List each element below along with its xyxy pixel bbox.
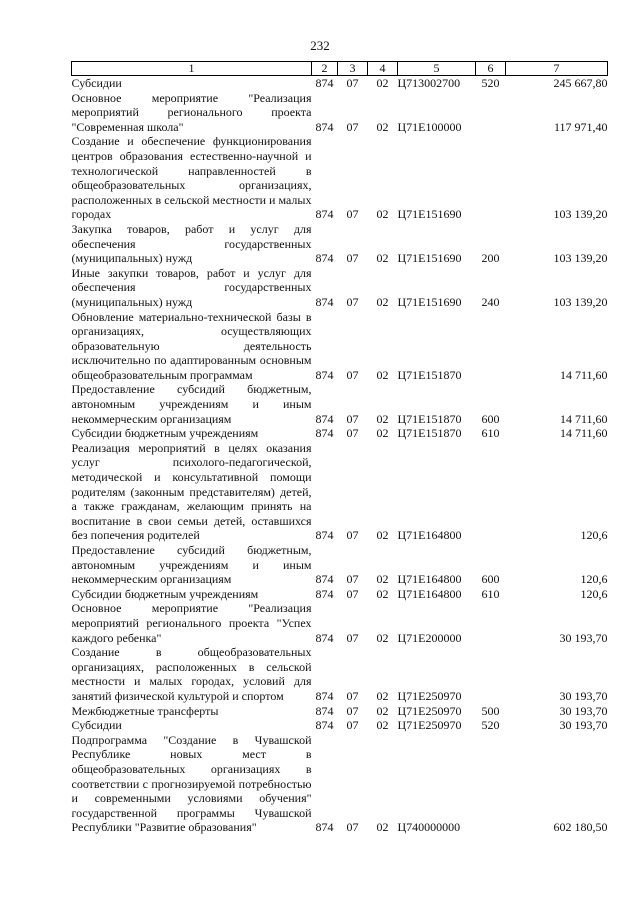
column-header-7: 7 [506, 62, 608, 76]
table-row [72, 733, 608, 835]
cell-col2: 874 [315, 367, 334, 382]
row-name: Субсидии [71, 76, 122, 90]
cell-col7: 602 180,50 [553, 820, 608, 835]
cell-col7: 103 139,20 [553, 207, 608, 222]
column-header-5: 5 [398, 62, 476, 76]
cell-col6: 240 [481, 294, 500, 309]
cell-col5: Ц71Е151690 [397, 207, 462, 222]
column-header-6: 6 [476, 62, 506, 76]
cell-col4: 02 [376, 76, 389, 90]
table-row [72, 704, 608, 719]
table-header-row [72, 62, 608, 76]
cell-col2: 874 [315, 251, 334, 266]
cell-col2: 874 [315, 426, 334, 441]
cell-col3: 07 [346, 718, 359, 733]
cell-col3: 07 [346, 251, 359, 266]
table-row [72, 76, 608, 91]
row-name: Обновление материально-технической базы в организациях, осуществляющих образовательную деятельность исключительно по адаптированным основным общеобразовательным программам [71, 309, 312, 382]
cell-col4: 02 [376, 411, 389, 426]
cell-col2: 874 [315, 528, 334, 543]
cell-col5: Ц71Е250970 [397, 688, 462, 703]
cell-col6: 200 [481, 251, 500, 266]
row-name: Межбюджетные трансферты [71, 703, 219, 718]
cell-col7: 30 193,70 [559, 688, 608, 703]
cell-col4: 02 [376, 207, 389, 222]
table-row [72, 266, 608, 310]
cell-col2: 874 [315, 820, 334, 835]
cell-col4: 02 [376, 251, 389, 266]
table-row [72, 222, 608, 266]
row-name: Закупка товаров, работ и услуг для обеспечения государственных (муниципальных) нужд [71, 221, 312, 266]
row-name: Подпрограмма "Создание в Чувашской Республике новых мест в общеобразовательных организациях в соответствии с прогнозируемой потребностью и современными условиями обучения" государственной программы Чувашской Республики "Развитие образования" [71, 732, 312, 835]
cell-col6 [476, 733, 506, 835]
row-name: Предоставление субсидий бюджетным, автономным учреждениям и иным некоммерческим организациям [71, 543, 312, 587]
cell-col3: 07 [346, 630, 359, 645]
cell-col5: Ц71Е151870 [397, 426, 462, 441]
cell-col4: 02 [376, 572, 389, 587]
cell-col6: 500 [481, 703, 500, 718]
cell-col6: 600 [481, 572, 500, 587]
cell-col6 [476, 601, 506, 645]
cell-col5: Ц740000000 [397, 820, 461, 835]
cell-col3: 07 [346, 426, 359, 441]
cell-col7: 120,6 [580, 572, 608, 587]
cell-col5: Ц71Е151690 [397, 294, 462, 309]
cell-col7: 103 139,20 [553, 251, 608, 266]
column-header-4: 4 [368, 62, 398, 76]
cell-col3: 07 [346, 528, 359, 543]
table-row [72, 91, 608, 135]
cell-col2: 874 [315, 119, 334, 134]
table-row [72, 382, 608, 426]
table-row [72, 718, 608, 733]
cell-col6 [476, 91, 506, 135]
page-number: 232 [310, 38, 330, 53]
column-header-1: 1 [72, 62, 312, 76]
cell-col6: 600 [481, 411, 500, 426]
cell-col4: 02 [376, 820, 389, 835]
cell-col6 [476, 134, 506, 222]
cell-col5: Ц71Е250970 [397, 718, 462, 733]
cell-col3: 07 [346, 367, 359, 382]
cell-col6: 610 [481, 586, 500, 601]
cell-col4: 02 [376, 703, 389, 718]
cell-col3: 07 [346, 688, 359, 703]
cell-col4: 02 [376, 528, 389, 543]
cell-col3: 07 [346, 207, 359, 222]
cell-col6 [476, 310, 506, 383]
cell-col4: 02 [376, 586, 389, 601]
table-row [72, 645, 608, 703]
cell-col7: 117 971,40 [553, 119, 608, 134]
row-name: Предоставление субсидий бюджетным, автономным учреждениям и иным некоммерческим организациям [71, 382, 312, 426]
cell-col2: 874 [315, 207, 334, 222]
cell-col5: Ц713002700 [397, 76, 461, 90]
cell-col6 [476, 441, 506, 543]
cell-col3: 07 [346, 586, 359, 601]
cell-col7: 30 193,70 [559, 630, 608, 645]
row-name: Субсидии бюджетным учреждениям [71, 586, 259, 601]
cell-col7: 14 711,60 [559, 426, 608, 441]
cell-col2: 874 [315, 688, 334, 703]
row-name: Основное мероприятие "Реализация мероприятий регионального проекта "Успех каждого ребенка" [71, 601, 312, 645]
cell-col7: 30 193,70 [559, 703, 608, 718]
cell-col5: Ц71Е164800 [397, 586, 462, 601]
row-name: Субсидии [71, 718, 122, 733]
column-header-2: 2 [312, 62, 338, 76]
cell-col4: 02 [376, 119, 389, 134]
cell-col2: 874 [315, 718, 334, 733]
cell-col2: 874 [315, 411, 334, 426]
table-row [72, 441, 608, 543]
cell-col7: 14 711,60 [559, 411, 608, 426]
cell-col4: 02 [376, 294, 389, 309]
cell-col5: Ц71Е100000 [397, 119, 462, 134]
cell-col3: 07 [346, 76, 359, 90]
table-body [72, 76, 608, 835]
cell-col7: 120,6 [580, 528, 608, 543]
cell-col4: 02 [376, 630, 389, 645]
cell-col3: 07 [346, 294, 359, 309]
cell-col5: Ц71Е151870 [397, 367, 462, 382]
cell-col5: Ц71Е164800 [397, 528, 462, 543]
cell-col3: 07 [346, 119, 359, 134]
cell-col2: 874 [315, 572, 334, 587]
cell-col4: 02 [376, 718, 389, 733]
cell-col4: 02 [376, 688, 389, 703]
cell-col4: 02 [376, 367, 389, 382]
table-row [72, 310, 608, 383]
cell-col6: 520 [481, 76, 500, 90]
table-row [72, 543, 608, 587]
cell-col5: Ц71Е164800 [397, 572, 462, 587]
cell-col5: Ц71Е151870 [397, 411, 462, 426]
cell-col7: 14 711,60 [559, 367, 608, 382]
cell-col6 [476, 645, 506, 703]
cell-col2: 874 [315, 76, 334, 90]
column-header-3: 3 [338, 62, 368, 76]
cell-col2: 874 [315, 586, 334, 601]
table-row [72, 426, 608, 441]
cell-col3: 07 [346, 820, 359, 835]
cell-col5: Ц71Е200000 [397, 630, 462, 645]
budget-table [71, 61, 608, 835]
row-name: Субсидии бюджетным учреждениям [71, 426, 259, 441]
table-row [72, 601, 608, 645]
table-row [72, 587, 608, 602]
row-name: Основное мероприятие "Реализация мероприятий регионального проекта "Современная школа" [71, 90, 312, 134]
cell-col7: 120,6 [580, 586, 608, 601]
cell-col5: Ц71Е250970 [397, 703, 462, 718]
row-name: Реализация мероприятий в целях оказания услуг психолого-педагогической, методической и консультативной помощи родителям (законным представителям) детей, а также гражданам, желающим принять на воспитание в свои семьи детей, оставшихся без попечения родителей [71, 440, 312, 543]
cell-col6: 610 [481, 426, 500, 441]
cell-col7: 103 139,20 [553, 294, 608, 309]
cell-col3: 07 [346, 703, 359, 718]
cell-col3: 07 [346, 411, 359, 426]
row-name: Создание в общеобразовательных организациях, расположенных в сельской местности и малых городах, условий для занятий физической культурой и спортом [71, 645, 312, 703]
row-name: Создание и обеспечение функционирования центров образования естественно-научной и технологической направленностей в общеобразовательных организациях, расположенных в сельской местности и малых городах [71, 134, 312, 222]
cell-col2: 874 [315, 294, 334, 309]
row-name: Иные закупки товаров, работ и услуг для обеспечения государственных (муниципальных) нужд [71, 265, 312, 309]
cell-col5: Ц71Е151690 [397, 251, 462, 266]
cell-col3: 07 [346, 572, 359, 587]
cell-col2: 874 [315, 630, 334, 645]
cell-col7: 30 193,70 [559, 718, 608, 733]
cell-col4: 02 [376, 426, 389, 441]
cell-col7: 245 667,80 [553, 76, 608, 90]
cell-col6: 520 [481, 718, 500, 733]
table-row [72, 134, 608, 222]
cell-col2: 874 [315, 703, 334, 718]
